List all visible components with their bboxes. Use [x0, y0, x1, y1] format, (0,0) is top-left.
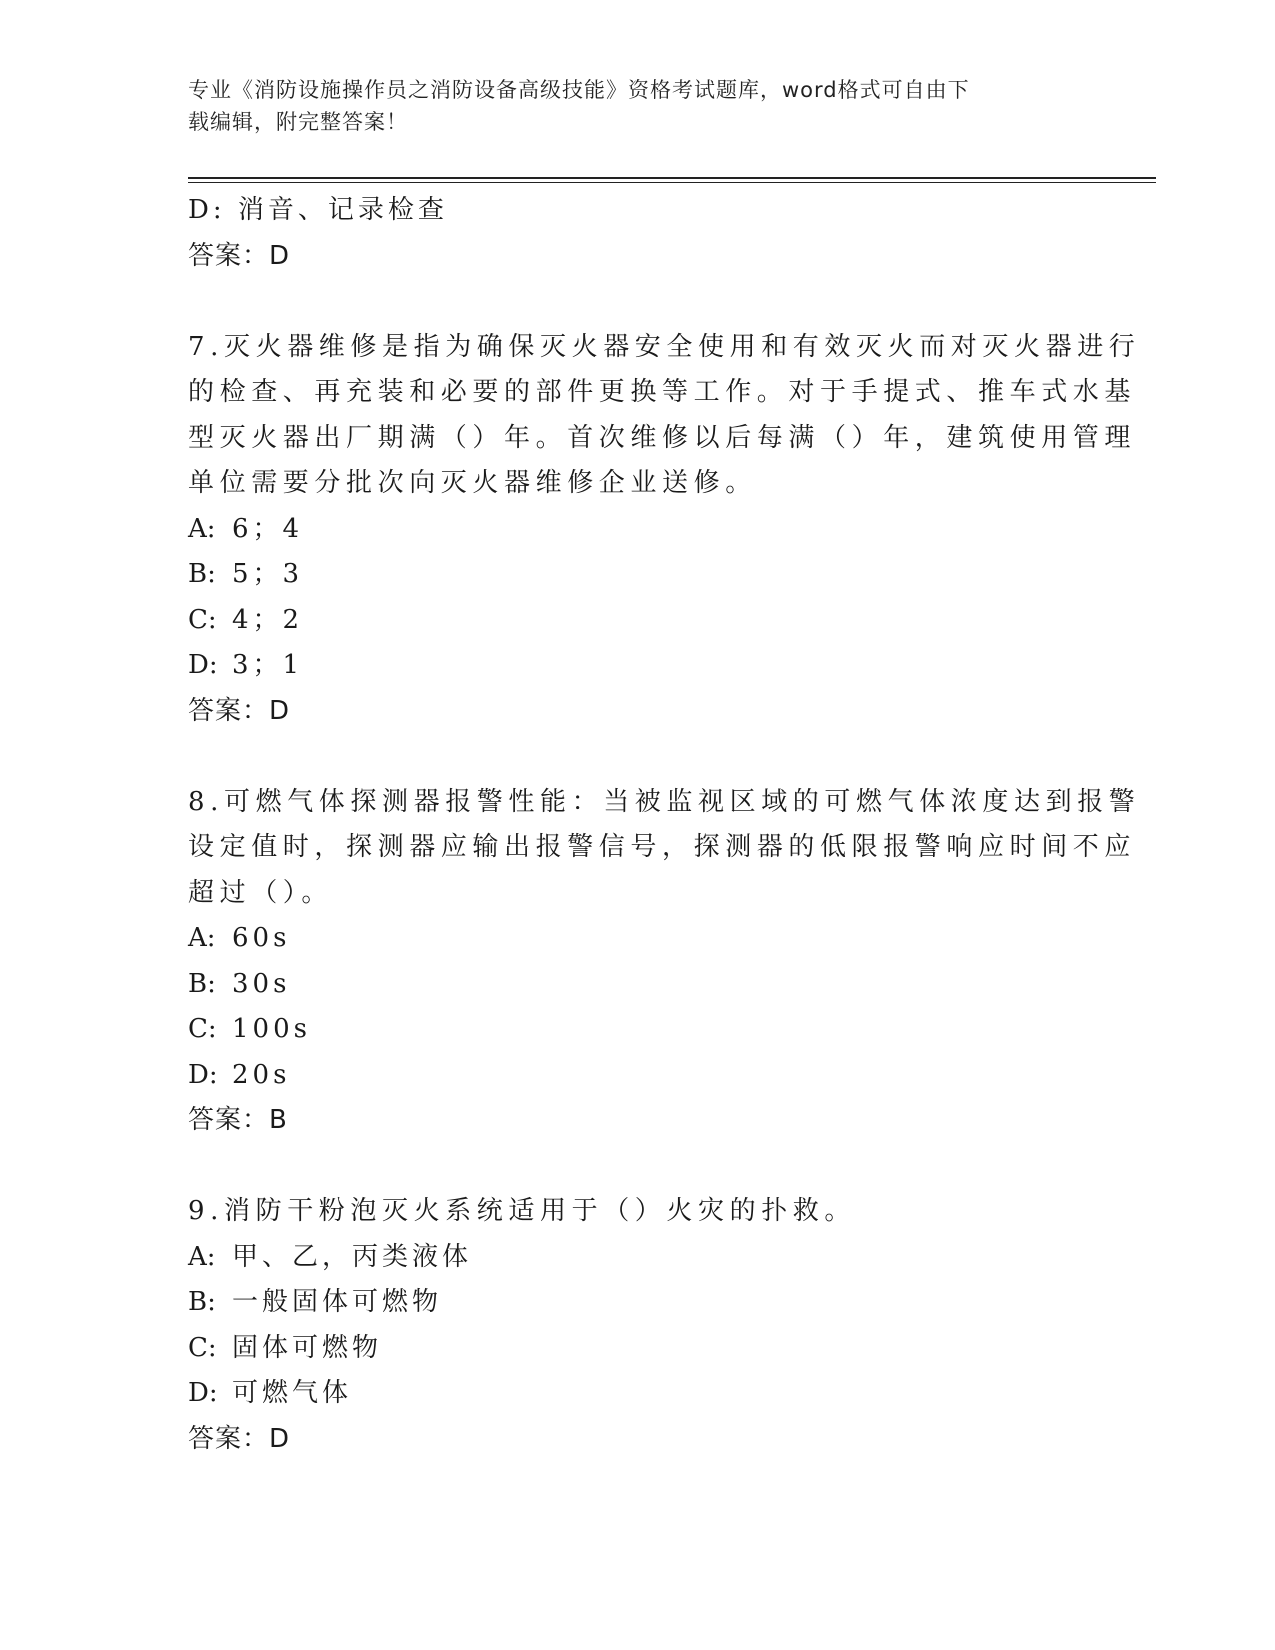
option-text: 4；2 [232, 604, 304, 635]
question-8-line: 超过（）。 [188, 877, 334, 908]
question-9-option-b [188, 1280, 1068, 1326]
question-7-line: 单位需要分批次向灭火器维修企业送修。 [188, 468, 757, 498]
question-8-option-d [188, 1053, 1068, 1099]
question-7 [188, 325, 1141, 735]
question-9-line: 9.消防干粉泡灭火系统适用于（）火灾的扑救。 [188, 1196, 857, 1226]
spacer [188, 1144, 1068, 1190]
option-text: 6；4 [232, 513, 304, 544]
question-7-option-c [188, 598, 1068, 644]
option-text: 5；3 [232, 559, 304, 589]
question-8 [188, 780, 1141, 1144]
option-label: B: [188, 968, 216, 999]
question-7-line: 型灭火器出厂期满（）年。首次维修以后每满（）年，建筑使用管理 [188, 422, 1137, 453]
option-label: C: [188, 1014, 217, 1044]
option-text: 固体可燃物 [232, 1332, 383, 1363]
question-9-option-c [188, 1326, 1068, 1372]
option-label: A: [188, 923, 216, 953]
header-divider-thick [188, 177, 1156, 179]
prev-option-d: D: 消音、记录检查 [188, 195, 448, 225]
option-text: 一般固体可燃物 [232, 1287, 443, 1317]
option-label: D: [188, 650, 218, 680]
header-divider-thin [188, 182, 1156, 183]
header-line-1: 专业《消防设施操作员之消防设备高级技能》资格考试题库，word格式可自由下 [188, 78, 970, 102]
question-9-answer: 答案：D [188, 1423, 291, 1454]
option-label: C: [188, 604, 217, 635]
question-7-option-b [188, 552, 1068, 598]
question-8-line: 8.可燃气体探测器报警性能：当被监视区域的可燃气体浓度达到报警 [188, 786, 1141, 817]
option-text: 3；1 [232, 650, 304, 680]
option-label: B: [188, 559, 216, 589]
option-text: 60s [232, 923, 291, 953]
option-label: D: [188, 1378, 218, 1408]
question-8-option-c [188, 1007, 1068, 1053]
question-7-answer: 答案：D [188, 695, 291, 726]
spacer [188, 734, 1068, 780]
question-9-option-a [188, 1235, 1068, 1281]
option-text: 20s [232, 1059, 291, 1090]
option-label: C: [188, 1332, 217, 1363]
option-label: D: [188, 1059, 218, 1090]
question-content [188, 188, 1141, 1462]
question-8-option-b [188, 962, 1068, 1008]
option-text: 可燃气体 [232, 1378, 353, 1408]
option-label: B: [188, 1287, 216, 1317]
question-8-answer: 答案：B [188, 1105, 288, 1135]
document-header [188, 74, 1088, 138]
question-7-option-a [188, 507, 1068, 553]
question-8-text [188, 780, 1141, 917]
question-9-option-d [188, 1371, 1068, 1417]
option-text: 甲、乙，丙类液体 [232, 1241, 473, 1272]
question-8-option-a [188, 916, 1068, 962]
question-7-line: 7.灭火器维修是指为确保灭火器安全使用和有效灭火而对灭火器进行 [188, 331, 1141, 362]
question-9-text [188, 1189, 1068, 1235]
question-8-line: 设定值时，探测器应输出报警信号，探测器的低限报警响应时间不应 [188, 832, 1137, 862]
option-label: A: [188, 1241, 216, 1272]
prev-answer: 答案：D [188, 240, 291, 271]
question-9 [188, 1189, 1068, 1462]
option-label: A: [188, 513, 216, 544]
question-7-option-d [188, 643, 1068, 689]
spacer [188, 279, 1068, 325]
option-text: 30s [232, 968, 291, 999]
option-text: 100s [232, 1014, 311, 1044]
header-line-2: 载编辑，附完整答案！ [188, 110, 408, 134]
question-7-line: 的检查、再充装和必要的部件更换等工作。对于手提式、推车式水基 [188, 377, 1137, 407]
question-7-text [188, 325, 1141, 507]
